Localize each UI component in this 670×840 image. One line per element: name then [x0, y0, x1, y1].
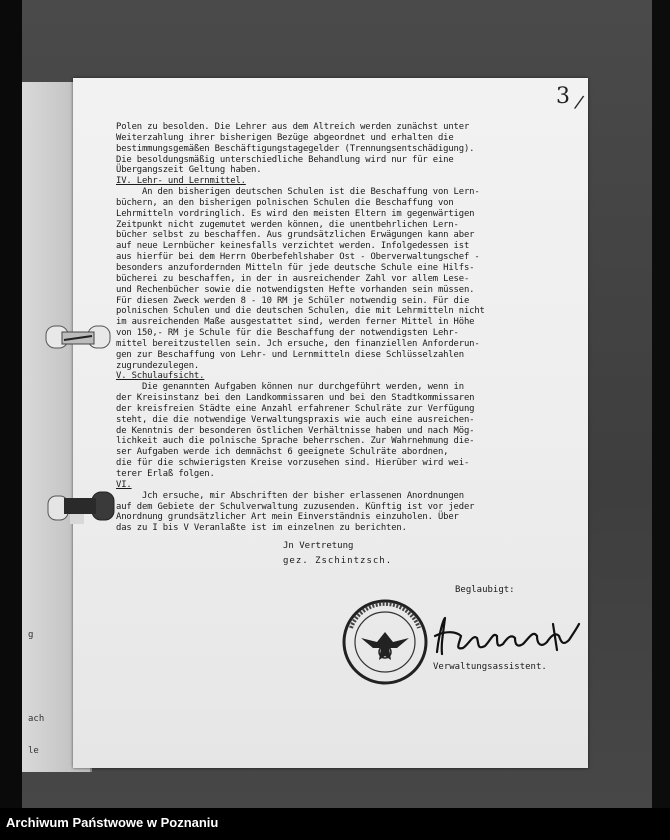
official-seal-stamp [341, 598, 429, 686]
text-line: büchern, an den bisherigen polnischen Schulen die Beschaffung von [116, 197, 454, 208]
signer-line: gez. Zschintzsch. [283, 556, 393, 566]
section-heading: IV. Lehr- und Lernmittel. [116, 176, 246, 187]
text-line: gen zur Beschaffung von Lehr- und Lernmitteln diese Schlüsselzahlen [116, 349, 464, 360]
text-line: Weiterzahlung ihrer bisherigen Bezüge abgeordnet und erhalten die [116, 132, 454, 143]
closing-line: Jn Vertretung [283, 541, 354, 551]
section-heading: V. Schulaufsicht. [116, 371, 205, 382]
text-line: auf dem Gebiete der Schulverwaltung zuzusenden. Künftig ist vor jeder [116, 501, 475, 512]
binder-clip [46, 488, 116, 530]
text-line: de Kenntnis der besonderen östlichen Verhältnisse haben und nach Mög- [116, 425, 475, 436]
text-line: ser Aufgaben werde ich demnächst 6 geeignete Schulräte abordnen, [116, 447, 449, 458]
archive-label: Archiwum Państwowe w Poznaniu [6, 815, 219, 830]
text-line: zugrundezulegen. [116, 360, 200, 371]
film-border [0, 0, 22, 840]
text-line: von 150,- RM je Schule für die Beschaffung der notwendigsten Lehr- [116, 328, 459, 339]
clerk-title: Verwaltungsassistent. [433, 662, 547, 672]
text-line: mittel bereitzustellen sein. Jch ersuche, den finanziellen Anforderun- [116, 338, 480, 349]
text-line: auf neue Lernbücher keinesfalls verzichtet werden. Infolgedessen ist [116, 241, 470, 252]
handwritten-mark: / [572, 91, 586, 114]
document-body [116, 122, 596, 534]
document-page [73, 78, 588, 768]
text-line: Übergangszeit Geltung haben. [116, 165, 262, 176]
text-line: polnischen Schulen und die deutschen Schulen, die mit Lehrmitteln nicht [116, 306, 485, 317]
text-line: lichkeit auch die polnische Sprache beherrschen. Zur Wahrnehmung die- [116, 436, 475, 447]
text-line: terer Erlaß folgen. [116, 469, 215, 479]
text-line: der Kreisinstanz bei den Landkommissaren und bei den Stadtkommissaren [116, 393, 475, 404]
text-line: die für die schwierigsten Kreise vorzusehen sind. Hierüber wird wei- [116, 458, 470, 469]
text-line: steht, die die notwendige Verwaltungspraxis wie auch eine ausreichen- [116, 414, 475, 425]
text-line: bücherei zu beschaffen, in der in ausreichender Zahl vor allem Lese- [116, 273, 470, 284]
certified-label: Beglaubigt: [455, 585, 515, 595]
text-line: im ausreichenden Maße ausgestattet sind, werden ferner Mittel in Höhe [116, 317, 475, 328]
sheet-fragment: le [28, 746, 39, 756]
handwritten-signature [433, 614, 583, 658]
sheet-fragment: g [28, 630, 34, 640]
binder-clip [44, 320, 112, 358]
text-line: und Rechenbücher sowie die notwendigsten Hefte vorhanden sein müssen. [116, 284, 475, 295]
text-line: aus hierfür bei dem Herrn Oberbefehlshaber Ost - Oberverwaltungschef - [116, 252, 480, 263]
text-line: Jch ersuche, mir Abschriften der bisher erlassenen Anordnungen [116, 490, 464, 501]
text-line: Polen zu besolden. Die Lehrer aus dem Altreich werden zunächst unter [116, 122, 470, 132]
text-line: Die genannten Aufgaben können nur durchgeführt werden, wenn in [116, 382, 464, 393]
sheet-fragment: ach [28, 714, 45, 724]
text-line: bestimmungsgemäßen Beschäftigungstagegelder (Trennungsentschädigung). [116, 143, 475, 154]
text-line: An den bisherigen deutschen Schulen ist die Beschaffung von Lern- [116, 187, 480, 198]
text-line: Lehrmitteln vordringlich. Es wird den meisten Eltern im gegenwärtigen [116, 208, 475, 219]
page-number: 3 [556, 84, 570, 109]
text-line: Die besoldungsmäßig unterschiedliche Behandlung wird nur für eine [116, 154, 454, 165]
text-line: Anordnung grundsätzlicher Art mein Einverständnis einzuholen. Über [116, 512, 459, 523]
text-line: der kreisfreien Städte eine Anzahl erfahrener Schulräte zur Verfügung [116, 403, 475, 414]
text-line: Zeitpunkt nicht zugemutet werden können, die unentbehrlichen Lern- [116, 219, 459, 230]
text-line: Für diesen Zweck werden 8 - 10 RM je Schüler notwendig sein. Für die [116, 295, 470, 306]
text-line: besonders anzufordernden Mitteln für jede deutsche Schule eine Hilfs- [116, 262, 475, 273]
section-heading: VI. [116, 479, 132, 490]
text-line: bücher selbst zu beschaffen. Aus grundsätzlichen Erwägungen kann aber [116, 230, 475, 241]
text-line: das zu I bis V Veranlaßte ist im einzelnen zu berichten. [116, 523, 407, 534]
